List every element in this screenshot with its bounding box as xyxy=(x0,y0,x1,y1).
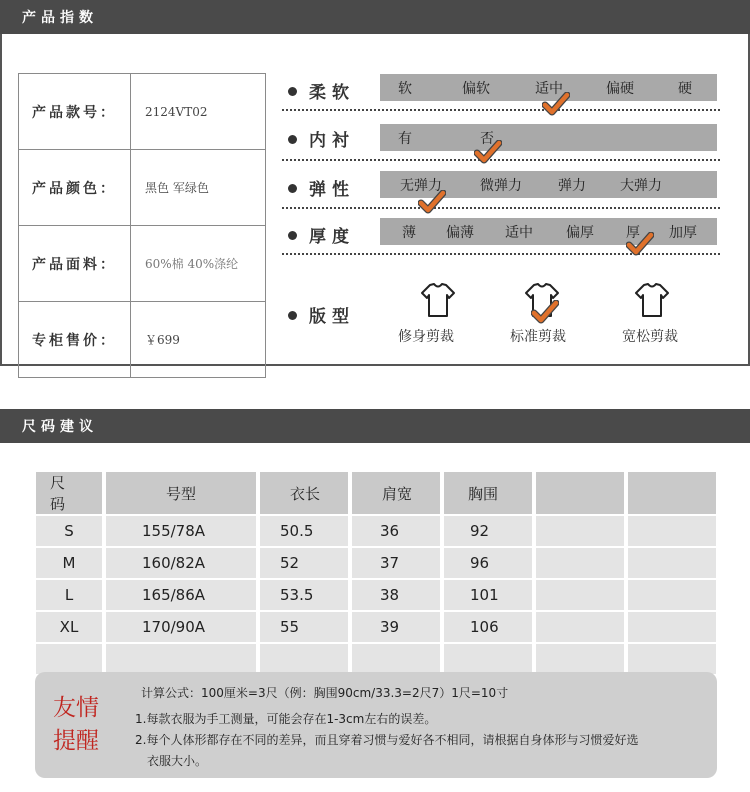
table-cell: 165/86A xyxy=(106,580,256,610)
table-cell xyxy=(536,516,624,546)
note-item: 1.每款衣服为手工测量，可能会存在1-3cm左右的误差。 xyxy=(135,712,437,726)
table-header-cell: 衣长 xyxy=(260,472,348,514)
table-cell: 155/78A xyxy=(106,516,256,546)
table-cell: 52 xyxy=(260,548,348,578)
elasticity-label: 弹性 xyxy=(288,175,355,200)
table-cell xyxy=(260,644,348,674)
bullet-icon xyxy=(288,231,297,240)
table-cell xyxy=(628,548,716,578)
table-cell xyxy=(444,644,532,674)
info-row xyxy=(19,150,266,226)
scale-option: 硬 xyxy=(678,81,692,97)
info-row xyxy=(19,302,266,378)
table-row xyxy=(36,516,716,546)
info-value: 60%棉 40%涤纶 xyxy=(131,226,266,302)
table-header-cell: 尺 码 xyxy=(36,472,102,514)
note-item: 2.每个人体形都存在不同的差异，而且穿着习惯与爱好各不相同，请根据自身体形与习惯爱好选 xyxy=(135,733,639,747)
table-row xyxy=(36,612,716,642)
table-cell xyxy=(106,644,256,674)
size-table xyxy=(32,470,720,676)
table-cell xyxy=(628,516,716,546)
table-header-cell xyxy=(536,472,624,514)
table-cell xyxy=(36,644,102,674)
table-cell xyxy=(628,580,716,610)
dotted-divider xyxy=(282,207,720,209)
section-title: 尺码建议 xyxy=(22,419,98,435)
info-label: 产品颜色： xyxy=(19,150,131,226)
table-header-cell xyxy=(628,472,716,514)
check-icon xyxy=(626,232,654,256)
scale-option: 有 xyxy=(398,131,412,147)
softness-label: 柔软 xyxy=(288,78,355,103)
table-row xyxy=(36,548,716,578)
dotted-divider xyxy=(282,109,720,111)
table-header-cell: 号型 xyxy=(106,472,256,514)
note-item: 衣服大小。 xyxy=(147,754,208,768)
table-cell: 101 xyxy=(444,580,532,610)
table-cell: 96 xyxy=(444,548,532,578)
table-cell: 39 xyxy=(352,612,440,642)
info-row xyxy=(19,74,266,150)
scale-option: 无弹力 xyxy=(400,178,442,194)
bullet-icon xyxy=(288,87,297,96)
table-cell: 55 xyxy=(260,612,348,642)
table-cell: 36 xyxy=(352,516,440,546)
table-cell: 92 xyxy=(444,516,532,546)
table-cell: 106 xyxy=(444,612,532,642)
scale-option: 微弹力 xyxy=(480,178,522,194)
check-icon xyxy=(418,190,446,214)
info-row xyxy=(19,226,266,302)
table-cell xyxy=(628,644,716,674)
table-cell: 160/82A xyxy=(106,548,256,578)
table-cell: 53.5 xyxy=(260,580,348,610)
scale-option: 偏厚 xyxy=(566,225,594,241)
reminder-title: 友情 提醒 xyxy=(53,695,99,754)
table-cell xyxy=(352,644,440,674)
info-label: 产品面料： xyxy=(19,226,131,302)
slim-fit-shirt-icon xyxy=(418,282,458,318)
table-cell xyxy=(536,644,624,674)
check-icon xyxy=(474,140,502,164)
product-info-table xyxy=(18,73,266,378)
check-icon xyxy=(531,300,559,324)
bullet-icon xyxy=(288,184,297,193)
table-header-row xyxy=(36,472,716,514)
table-row xyxy=(36,644,716,674)
fit-option: 标准剪裁 xyxy=(510,329,566,345)
dotted-divider xyxy=(282,253,720,255)
scale-option: 大弹力 xyxy=(620,178,662,194)
scale-option: 适中 xyxy=(505,225,533,241)
info-value: 2124VT02 xyxy=(131,74,266,150)
scale-option: 偏软 xyxy=(462,81,490,97)
fit-option: 修身剪裁 xyxy=(398,329,454,345)
table-cell: 50.5 xyxy=(260,516,348,546)
thickness-scale xyxy=(380,218,717,245)
friendly-reminder-box xyxy=(35,672,717,778)
lining-label: 内衬 xyxy=(288,126,355,151)
scale-option: 弹力 xyxy=(558,178,586,194)
check-icon xyxy=(542,92,570,116)
fit-option: 宽松剪裁 xyxy=(622,329,678,345)
table-cell: S xyxy=(36,516,102,546)
fit-label: 版型 xyxy=(288,302,355,327)
loose-fit-shirt-icon xyxy=(632,282,672,318)
info-label: 产品款号： xyxy=(19,74,131,150)
info-value: ￥699 xyxy=(131,302,266,378)
scale-option: 偏硬 xyxy=(606,81,634,97)
scale-option: 加厚 xyxy=(669,225,697,241)
table-cell: L xyxy=(36,580,102,610)
table-row xyxy=(36,580,716,610)
table-header-cell: 肩宽 xyxy=(352,472,440,514)
table-cell: XL xyxy=(36,612,102,642)
scale-option: 薄 xyxy=(402,225,416,241)
table-cell xyxy=(536,612,624,642)
table-cell: 37 xyxy=(352,548,440,578)
thickness-label: 厚度 xyxy=(288,222,355,247)
section-header-product-index xyxy=(0,0,750,34)
info-label: 专柜售价： xyxy=(19,302,131,378)
table-cell: 38 xyxy=(352,580,440,610)
table-header-cell: 胸围 xyxy=(444,472,532,514)
scale-option: 否 xyxy=(480,131,494,147)
info-value: 黑色 军绿色 xyxy=(131,150,266,226)
table-cell xyxy=(536,548,624,578)
table-cell xyxy=(536,580,624,610)
scale-option: 适中 xyxy=(535,81,563,97)
scale-option: 偏薄 xyxy=(446,225,474,241)
lining-scale xyxy=(380,124,717,151)
table-cell xyxy=(628,612,716,642)
section-header-size-advice xyxy=(0,409,750,443)
section-title: 产品指数 xyxy=(22,10,98,26)
scale-option: 软 xyxy=(398,81,412,97)
table-cell: M xyxy=(36,548,102,578)
scale-option: 厚 xyxy=(626,225,640,241)
bullet-icon xyxy=(288,135,297,144)
size-formula: 计算公式：100厘米=3尺（例：胸围90cm/33.3=2尺7）1尺=10寸 xyxy=(141,686,509,700)
bullet-icon xyxy=(288,311,297,320)
table-cell: 170/90A xyxy=(106,612,256,642)
